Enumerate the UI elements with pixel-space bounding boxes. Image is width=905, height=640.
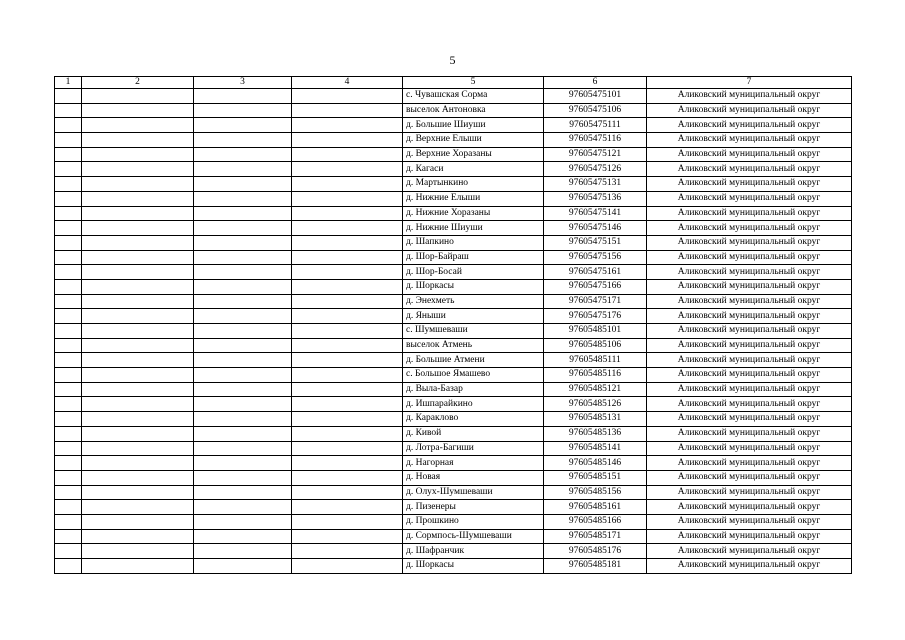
settlement-name-cell: д. Нижние Шиуши — [403, 221, 544, 236]
table-row — [55, 382, 852, 397]
table-row — [55, 514, 852, 529]
cell-col-1 — [55, 162, 82, 177]
cell-col-2 — [82, 103, 194, 118]
settlement-name-cell: д. Лотра-Багиши — [403, 441, 544, 456]
cell-col-1 — [55, 147, 82, 162]
cell-col-3 — [194, 133, 292, 148]
table-row — [55, 309, 852, 324]
cell-col-1 — [55, 353, 82, 368]
oktmo-code-cell: 97605475151 — [544, 235, 647, 250]
settlement-name-cell: д. Караклово — [403, 412, 544, 427]
oktmo-code-cell: 97605485146 — [544, 456, 647, 471]
district-cell: Аликовский муниципальный округ — [647, 147, 852, 162]
cell-col-4 — [292, 426, 403, 441]
cell-col-4 — [292, 353, 403, 368]
district-cell: Аликовский муниципальный округ — [647, 221, 852, 236]
district-cell: Аликовский муниципальный округ — [647, 191, 852, 206]
oktmo-code-cell: 97605475171 — [544, 294, 647, 309]
cell-col-3 — [194, 250, 292, 265]
district-cell: Аликовский муниципальный округ — [647, 397, 852, 412]
cell-col-1 — [55, 191, 82, 206]
cell-col-3 — [194, 235, 292, 250]
district-cell: Аликовский муниципальный округ — [647, 294, 852, 309]
settlement-name-cell: д. Яныши — [403, 309, 544, 324]
district-cell: Аликовский муниципальный округ — [647, 103, 852, 118]
cell-col-4 — [292, 559, 403, 574]
oktmo-code-cell: 97605485121 — [544, 382, 647, 397]
table-row — [55, 544, 852, 559]
page-number: 5 — [449, 53, 456, 67]
cell-col-1 — [55, 103, 82, 118]
cell-col-3 — [194, 514, 292, 529]
cell-col-1 — [55, 338, 82, 353]
district-cell: Аликовский муниципальный округ — [647, 177, 852, 192]
settlement-name-cell: с. Большое Ямашево — [403, 368, 544, 383]
oktmo-code-cell: 97605475176 — [544, 309, 647, 324]
settlement-name-cell: д. Шоркасы — [403, 279, 544, 294]
cell-col-3 — [194, 382, 292, 397]
cell-col-4 — [292, 89, 403, 104]
cell-col-1 — [55, 279, 82, 294]
cell-col-1 — [55, 133, 82, 148]
district-cell: Аликовский муниципальный округ — [647, 368, 852, 383]
district-cell: Аликовский муниципальный округ — [647, 470, 852, 485]
cell-col-4 — [292, 470, 403, 485]
cell-col-3 — [194, 338, 292, 353]
settlement-name-cell: д. Мартынкино — [403, 177, 544, 192]
cell-col-4 — [292, 206, 403, 221]
cell-col-1 — [55, 250, 82, 265]
settlement-name-cell: д. Нижние Хоразаны — [403, 206, 544, 221]
table-row — [55, 338, 852, 353]
district-cell: Аликовский муниципальный округ — [647, 162, 852, 177]
cell-col-2 — [82, 147, 194, 162]
cell-col-3 — [194, 162, 292, 177]
settlement-name-cell: выселок Антоновка — [403, 103, 544, 118]
cell-col-4 — [292, 235, 403, 250]
cell-col-2 — [82, 309, 194, 324]
oktmo-code-cell: 97605475141 — [544, 206, 647, 221]
settlement-name-cell: с. Чувашская Сорма — [403, 89, 544, 104]
cell-col-2 — [82, 191, 194, 206]
oktmo-code-cell: 97605475121 — [544, 147, 647, 162]
settlement-name-cell: д. Нагорная — [403, 456, 544, 471]
cell-col-2 — [82, 426, 194, 441]
table-row — [55, 221, 852, 236]
oktmo-code-cell: 97605475106 — [544, 103, 647, 118]
table-row — [55, 133, 852, 148]
cell-col-1 — [55, 235, 82, 250]
settlement-name-cell: с. Шумшеваши — [403, 324, 544, 339]
cell-col-1 — [55, 324, 82, 339]
oktmo-code-cell: 97605475126 — [544, 162, 647, 177]
district-cell: Аликовский муниципальный округ — [647, 250, 852, 265]
cell-col-4 — [292, 368, 403, 383]
cell-col-4 — [292, 279, 403, 294]
settlement-name-cell: д. Шор-Босай — [403, 265, 544, 280]
district-cell: Аликовский муниципальный округ — [647, 353, 852, 368]
column-header-3: 3 — [194, 77, 292, 89]
cell-col-4 — [292, 147, 403, 162]
cell-col-2 — [82, 133, 194, 148]
cell-col-4 — [292, 250, 403, 265]
district-cell: Аликовский муниципальный округ — [647, 382, 852, 397]
cell-col-2 — [82, 250, 194, 265]
cell-col-4 — [292, 500, 403, 515]
cell-col-3 — [194, 103, 292, 118]
settlement-name-cell: д. Сормпось-Шумшеваши — [403, 529, 544, 544]
table-row — [55, 456, 852, 471]
cell-col-1 — [55, 89, 82, 104]
cell-col-3 — [194, 294, 292, 309]
cell-col-3 — [194, 221, 292, 236]
district-cell: Аликовский муниципальный округ — [647, 206, 852, 221]
cell-col-2 — [82, 89, 194, 104]
settlement-name-cell: д. Выла-Базар — [403, 382, 544, 397]
table-header — [55, 77, 852, 89]
table-row — [55, 206, 852, 221]
table-row — [55, 485, 852, 500]
oktmo-code-cell: 97605485161 — [544, 500, 647, 515]
oktmo-code-cell: 97605475161 — [544, 265, 647, 280]
cell-col-1 — [55, 470, 82, 485]
table-body — [55, 89, 852, 574]
cell-col-1 — [55, 118, 82, 133]
cell-col-3 — [194, 89, 292, 104]
settlement-name-cell: д. Ишпарайкино — [403, 397, 544, 412]
cell-col-1 — [55, 397, 82, 412]
cell-col-2 — [82, 338, 194, 353]
cell-col-4 — [292, 324, 403, 339]
cell-col-4 — [292, 103, 403, 118]
table-row — [55, 294, 852, 309]
table-row — [55, 353, 852, 368]
oktmo-code-cell: 97605485166 — [544, 514, 647, 529]
cell-col-1 — [55, 559, 82, 574]
cell-col-4 — [292, 382, 403, 397]
column-header-6: 6 — [544, 77, 647, 89]
table-row — [55, 118, 852, 133]
cell-col-2 — [82, 412, 194, 427]
oktmo-code-cell: 97605485156 — [544, 485, 647, 500]
settlement-name-cell: д. Кагаси — [403, 162, 544, 177]
table-row — [55, 250, 852, 265]
oktmo-code-cell: 97605475131 — [544, 177, 647, 192]
column-header-2: 2 — [82, 77, 194, 89]
cell-col-1 — [55, 206, 82, 221]
cell-col-3 — [194, 529, 292, 544]
cell-col-3 — [194, 397, 292, 412]
table-row — [55, 265, 852, 280]
cell-col-4 — [292, 177, 403, 192]
cell-col-4 — [292, 309, 403, 324]
cell-col-1 — [55, 514, 82, 529]
cell-col-2 — [82, 162, 194, 177]
cell-col-3 — [194, 191, 292, 206]
oktmo-code-cell: 97605475156 — [544, 250, 647, 265]
cell-col-2 — [82, 529, 194, 544]
cell-col-2 — [82, 353, 194, 368]
cell-col-2 — [82, 544, 194, 559]
cell-col-3 — [194, 500, 292, 515]
cell-col-4 — [292, 118, 403, 133]
cell-col-4 — [292, 191, 403, 206]
district-cell: Аликовский муниципальный округ — [647, 544, 852, 559]
table-row — [55, 191, 852, 206]
table-row — [55, 162, 852, 177]
cell-col-3 — [194, 206, 292, 221]
cell-col-4 — [292, 133, 403, 148]
cell-col-4 — [292, 485, 403, 500]
oktmo-code-cell: 97605485106 — [544, 338, 647, 353]
cell-col-3 — [194, 324, 292, 339]
oktmo-code-cell: 97605485116 — [544, 368, 647, 383]
cell-col-2 — [82, 514, 194, 529]
cell-col-2 — [82, 279, 194, 294]
cell-col-3 — [194, 426, 292, 441]
settlement-name-cell: д. Прошкино — [403, 514, 544, 529]
header-row — [55, 77, 852, 89]
district-cell: Аликовский муниципальный округ — [647, 456, 852, 471]
oktmo-code-cell: 97605475116 — [544, 133, 647, 148]
table-row — [55, 559, 852, 574]
cell-col-3 — [194, 353, 292, 368]
registry-table — [54, 76, 852, 574]
settlement-name-cell: д. Большие Атмени — [403, 353, 544, 368]
cell-col-4 — [292, 265, 403, 280]
cell-col-2 — [82, 485, 194, 500]
cell-col-3 — [194, 368, 292, 383]
cell-col-2 — [82, 265, 194, 280]
table-row — [55, 324, 852, 339]
cell-col-1 — [55, 485, 82, 500]
table-row — [55, 368, 852, 383]
cell-col-3 — [194, 441, 292, 456]
oktmo-code-cell: 97605485126 — [544, 397, 647, 412]
district-cell: Аликовский муниципальный округ — [647, 441, 852, 456]
district-cell: Аликовский муниципальный округ — [647, 529, 852, 544]
district-cell: Аликовский муниципальный округ — [647, 500, 852, 515]
table-row — [55, 103, 852, 118]
table-row — [55, 177, 852, 192]
cell-col-4 — [292, 338, 403, 353]
cell-col-1 — [55, 309, 82, 324]
cell-col-2 — [82, 324, 194, 339]
settlement-name-cell: д. Шоркасы — [403, 559, 544, 574]
cell-col-3 — [194, 456, 292, 471]
settlement-name-cell: д. Новая — [403, 470, 544, 485]
cell-col-2 — [82, 441, 194, 456]
district-cell: Аликовский муниципальный округ — [647, 309, 852, 324]
cell-col-3 — [194, 279, 292, 294]
cell-col-1 — [55, 177, 82, 192]
cell-col-2 — [82, 397, 194, 412]
table-row — [55, 412, 852, 427]
oktmo-code-cell: 97605475136 — [544, 191, 647, 206]
district-cell: Аликовский муниципальный округ — [647, 265, 852, 280]
column-header-4: 4 — [292, 77, 403, 89]
cell-col-1 — [55, 544, 82, 559]
cell-col-2 — [82, 221, 194, 236]
table-row — [55, 441, 852, 456]
cell-col-1 — [55, 368, 82, 383]
cell-col-4 — [292, 412, 403, 427]
cell-col-2 — [82, 456, 194, 471]
district-cell: Аликовский муниципальный округ — [647, 485, 852, 500]
settlement-name-cell: д. Шор-Байраш — [403, 250, 544, 265]
district-cell: Аликовский муниципальный округ — [647, 514, 852, 529]
oktmo-code-cell: 97605485136 — [544, 426, 647, 441]
district-cell: Аликовский муниципальный округ — [647, 235, 852, 250]
oktmo-code-cell: 97605485131 — [544, 412, 647, 427]
settlement-name-cell: д. Кивой — [403, 426, 544, 441]
table-row — [55, 147, 852, 162]
cell-col-2 — [82, 206, 194, 221]
cell-col-3 — [194, 265, 292, 280]
cell-col-1 — [55, 265, 82, 280]
cell-col-2 — [82, 118, 194, 133]
cell-col-3 — [194, 412, 292, 427]
column-header-7: 7 — [647, 77, 852, 89]
oktmo-code-cell: 97605485151 — [544, 470, 647, 485]
settlement-name-cell: д. Олух-Шумшеваши — [403, 485, 544, 500]
table-row — [55, 235, 852, 250]
cell-col-2 — [82, 500, 194, 515]
settlement-name-cell: д. Верхние Елыши — [403, 133, 544, 148]
cell-col-1 — [55, 294, 82, 309]
cell-col-4 — [292, 456, 403, 471]
cell-col-4 — [292, 544, 403, 559]
oktmo-code-cell: 97605475101 — [544, 89, 647, 104]
cell-col-2 — [82, 559, 194, 574]
district-cell: Аликовский муниципальный округ — [647, 133, 852, 148]
settlement-name-cell: выселок Атмень — [403, 338, 544, 353]
settlement-name-cell: д. Шапкино — [403, 235, 544, 250]
cell-col-3 — [194, 559, 292, 574]
cell-col-2 — [82, 470, 194, 485]
district-cell: Аликовский муниципальный округ — [647, 118, 852, 133]
cell-col-2 — [82, 177, 194, 192]
district-cell: Аликовский муниципальный округ — [647, 279, 852, 294]
cell-col-1 — [55, 529, 82, 544]
cell-col-3 — [194, 309, 292, 324]
cell-col-4 — [292, 162, 403, 177]
cell-col-3 — [194, 544, 292, 559]
cell-col-3 — [194, 147, 292, 162]
cell-col-2 — [82, 382, 194, 397]
cell-col-1 — [55, 500, 82, 515]
cell-col-1 — [55, 441, 82, 456]
oktmo-code-cell: 97605485181 — [544, 559, 647, 574]
district-cell: Аликовский муниципальный округ — [647, 89, 852, 104]
cell-col-1 — [55, 456, 82, 471]
district-cell: Аликовский муниципальный округ — [647, 412, 852, 427]
cell-col-1 — [55, 412, 82, 427]
column-header-5: 5 — [403, 77, 544, 89]
table-row — [55, 426, 852, 441]
cell-col-4 — [292, 221, 403, 236]
cell-col-4 — [292, 441, 403, 456]
cell-col-3 — [194, 485, 292, 500]
settlement-name-cell: д. Энехметь — [403, 294, 544, 309]
settlement-name-cell: д. Большие Шиуши — [403, 118, 544, 133]
cell-col-3 — [194, 177, 292, 192]
settlement-name-cell: д. Нижние Елыши — [403, 191, 544, 206]
cell-col-1 — [55, 382, 82, 397]
table-row — [55, 89, 852, 104]
oktmo-code-cell: 97605475146 — [544, 221, 647, 236]
district-cell: Аликовский муниципальный округ — [647, 559, 852, 574]
settlement-name-cell: д. Пизенеры — [403, 500, 544, 515]
settlement-name-cell: д. Шафранчик — [403, 544, 544, 559]
cell-col-4 — [292, 294, 403, 309]
oktmo-code-cell: 97605475111 — [544, 118, 647, 133]
district-cell: Аликовский муниципальный округ — [647, 338, 852, 353]
cell-col-1 — [55, 426, 82, 441]
table-row — [55, 279, 852, 294]
table-row — [55, 470, 852, 485]
table-row — [55, 500, 852, 515]
oktmo-code-cell: 97605475166 — [544, 279, 647, 294]
cell-col-4 — [292, 514, 403, 529]
settlement-name-cell: д. Верхние Хоразаны — [403, 147, 544, 162]
cell-col-2 — [82, 294, 194, 309]
oktmo-code-cell: 97605485171 — [544, 529, 647, 544]
cell-col-2 — [82, 368, 194, 383]
oktmo-code-cell: 97605485176 — [544, 544, 647, 559]
district-cell: Аликовский муниципальный округ — [647, 324, 852, 339]
cell-col-1 — [55, 221, 82, 236]
cell-col-3 — [194, 118, 292, 133]
oktmo-code-cell: 97605485111 — [544, 353, 647, 368]
table-row — [55, 397, 852, 412]
cell-col-3 — [194, 470, 292, 485]
oktmo-code-cell: 97605485141 — [544, 441, 647, 456]
oktmo-code-cell: 97605485101 — [544, 324, 647, 339]
district-cell: Аликовский муниципальный округ — [647, 426, 852, 441]
table-row — [55, 529, 852, 544]
column-header-1: 1 — [55, 77, 82, 89]
cell-col-4 — [292, 529, 403, 544]
cell-col-2 — [82, 235, 194, 250]
cell-col-4 — [292, 397, 403, 412]
